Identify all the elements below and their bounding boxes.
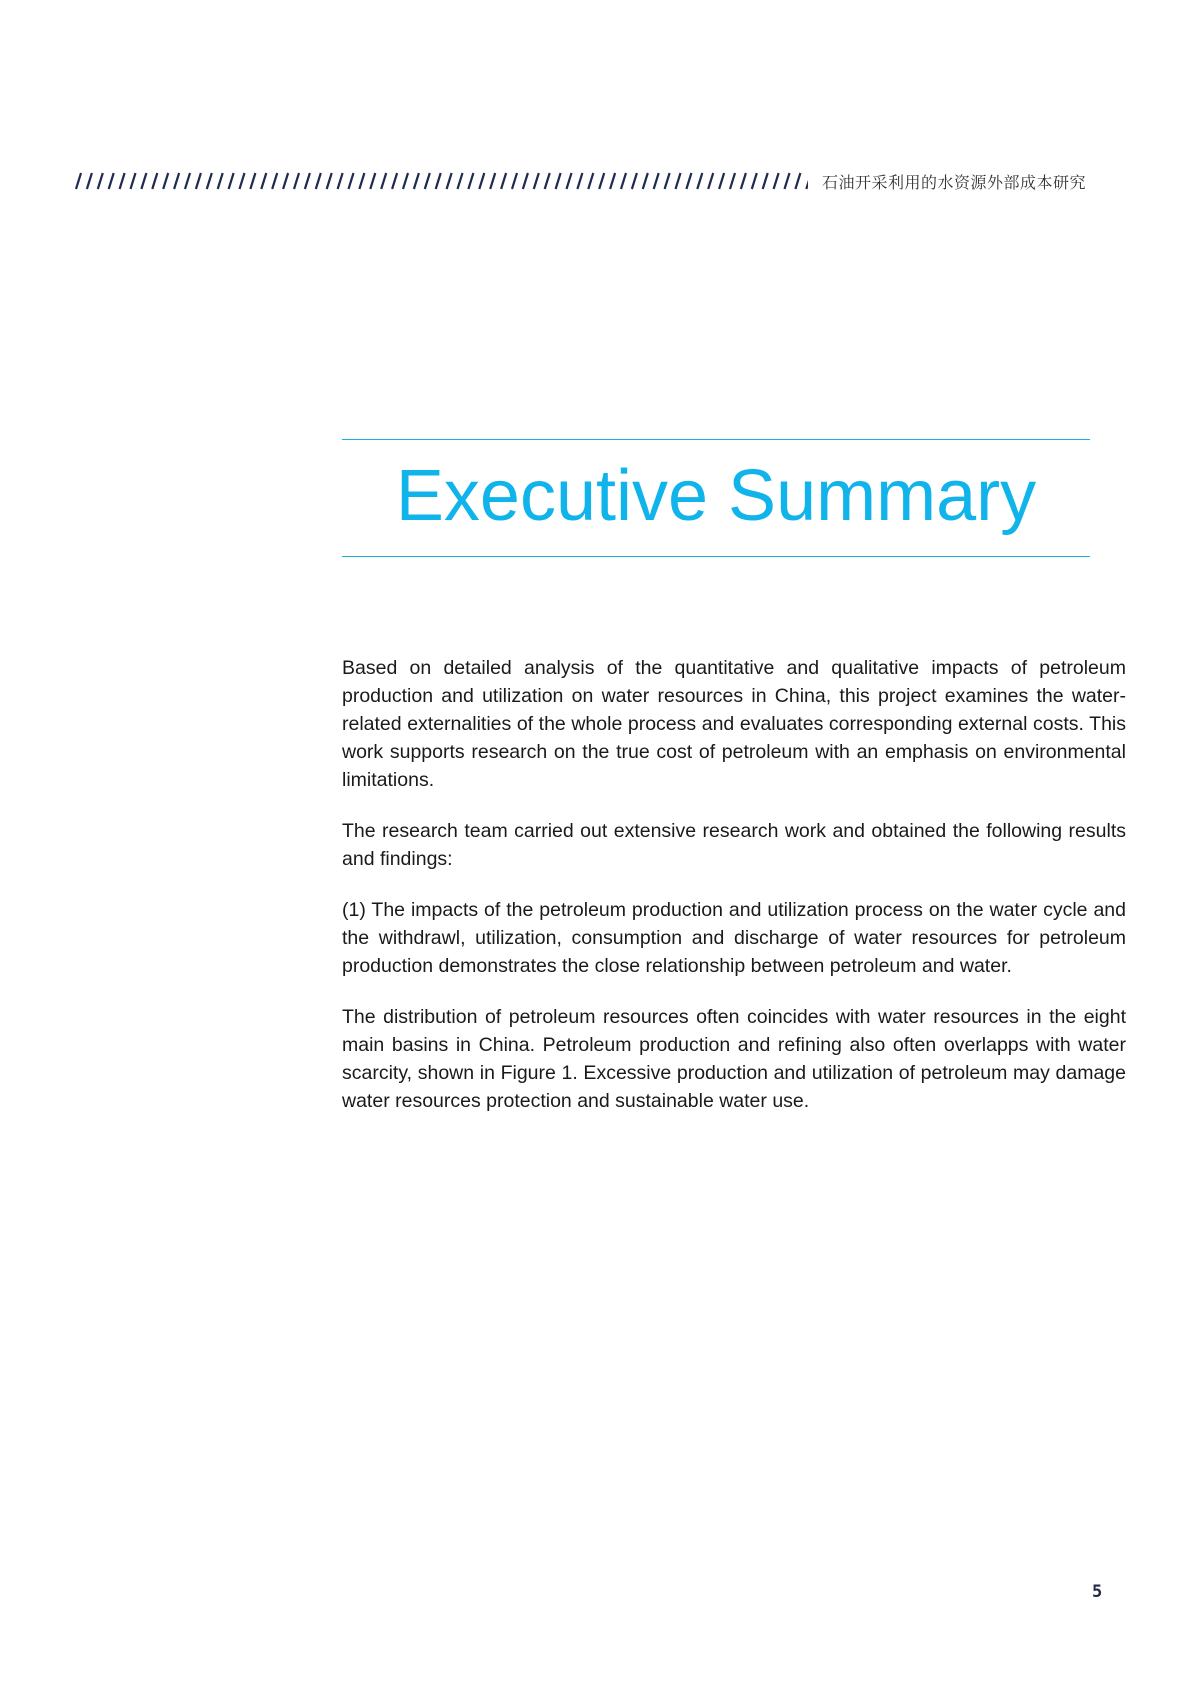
- paragraph-4: The distribution of petroleum resources often coincides with water resources in the eight main basins in China. Petroleum production and refining also often overlapps with water scarcity, shown in Figure 1. Excessive production and utilization of petroleum may damage water resources protection and sustainable water use.: [342, 1006, 1126, 1112]
- title-rule-top: [342, 439, 1090, 440]
- diagonal-stripes-icon: [72, 172, 808, 190]
- paragraph-1: Based on detailed analysis of the quantitative and qualitative impacts of petroleum production and utilization on water resources in China, this project examines the water-related externalities of the whole process and evaluates corresponding external costs. This work supports research on the true cost of petroleum with an emphasis on environmental limitations.: [342, 657, 1126, 791]
- paragraph-3: (1) The impacts of the petroleum production and utilization process on the water cycle and the withdrawl, utilization, consumption and discharge of water resources for petroleum production demonstrates the close relationship between petroleum and water.: [342, 899, 1126, 977]
- paragraph-2: The research team carried out extensive research work and obtained the following results and findings:: [342, 820, 1126, 870]
- body-text: [342, 654, 1126, 1138]
- page-title: Executive Summary: [395, 456, 1037, 536]
- title-rule-bottom: [342, 556, 1090, 557]
- page-number: 5: [1092, 1582, 1103, 1602]
- header-stripe-band: [72, 172, 808, 190]
- running-header-title: 石油开采利用的水资源外部成本研究: [822, 173, 1087, 192]
